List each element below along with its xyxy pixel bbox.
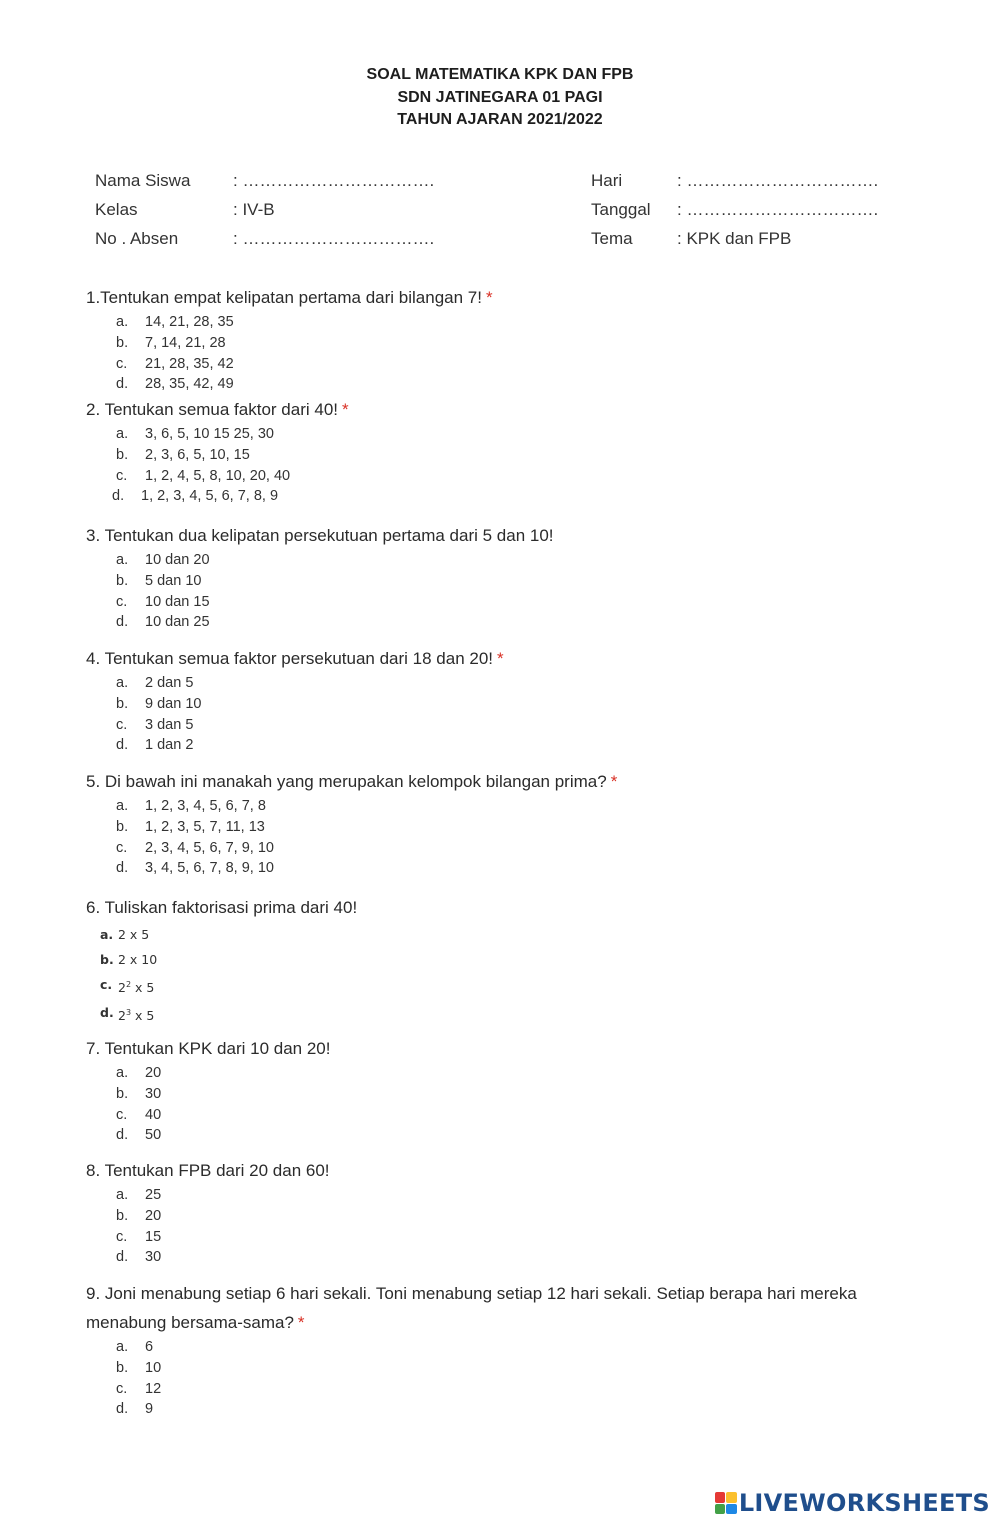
option-c[interactable] <box>86 1379 926 1400</box>
option-text: 5 dan 10 <box>145 572 202 589</box>
option-text: 7, 14, 21, 28 <box>145 334 226 351</box>
option-text: 15 <box>145 1228 162 1245</box>
option-text: 6 <box>145 1339 154 1355</box>
option-c[interactable] <box>86 1227 926 1248</box>
option-letter: d. <box>116 860 129 877</box>
required-mark: * <box>497 649 504 668</box>
option-a[interactable] <box>86 796 926 817</box>
option-b[interactable] <box>86 694 926 715</box>
option-a[interactable] <box>86 424 926 445</box>
option-letter: c. <box>116 1228 128 1245</box>
option-text: 20 <box>145 1065 162 1081</box>
option-letter: d. <box>116 614 129 631</box>
option-text: 50 <box>145 1127 162 1144</box>
option-base: 2 <box>118 1008 126 1024</box>
question-8 <box>86 1156 926 1268</box>
option-d[interactable] <box>86 1125 926 1146</box>
answer-options <box>86 796 926 879</box>
option-base: 2 <box>118 980 126 996</box>
option-letter: a. <box>116 1339 129 1355</box>
option-letter: a. <box>116 798 129 814</box>
option-letter: a. <box>116 675 129 691</box>
name-label: Nama Siswa <box>95 171 191 190</box>
required-mark: * <box>297 1313 305 1332</box>
answer-options <box>86 312 926 395</box>
option-letter: d. <box>116 376 129 393</box>
name-field[interactable]: : ……………………………. <box>233 171 435 190</box>
required-mark: * <box>342 400 349 419</box>
question-9 <box>86 1279 926 1420</box>
option-a[interactable] <box>86 312 926 333</box>
option-letter: b. <box>116 1085 129 1102</box>
question-text: 4. Tentukan semua faktor persekutuan dari 18 dan 20! <box>86 649 494 668</box>
option-c[interactable] <box>86 466 926 487</box>
day-label: Hari <box>591 171 623 190</box>
question-1 <box>86 283 926 395</box>
option-d[interactable] <box>86 735 926 756</box>
option-b[interactable] <box>86 1358 926 1379</box>
option-b[interactable] <box>86 445 926 466</box>
option-text: 12 <box>145 1380 162 1397</box>
option-letter: c. <box>116 1380 128 1397</box>
answer-options <box>86 550 926 633</box>
option-exponent: 2 <box>125 980 132 989</box>
option-text: 1, 2, 3, 5, 7, 11, 13 <box>145 818 265 835</box>
option-letter: b. <box>116 334 129 351</box>
option-text: 2 x 5 <box>118 927 150 942</box>
option-b[interactable] <box>86 571 926 592</box>
option-letter: b. <box>116 818 129 835</box>
required-mark: * <box>485 288 493 307</box>
date-field[interactable]: : ……………………………. <box>677 200 879 219</box>
option-letter: a. <box>116 552 129 568</box>
question-text: 5. Di bawah ini manakah yang merupakan kelompok bilangan prima? <box>86 772 607 791</box>
class-value: : IV-B <box>233 200 275 219</box>
option-d[interactable] <box>86 1399 926 1420</box>
question-text: 2. Tentukan semua faktor dari 40! <box>86 400 339 419</box>
option-exponent: 3 <box>125 1008 132 1018</box>
question-5 <box>86 767 926 879</box>
option-text: 10 <box>145 1359 162 1376</box>
question-text: 1.Tentukan empat kelipatan pertama dari bilangan 7! <box>86 288 482 307</box>
option-text: 21, 28, 35, 42 <box>145 355 234 372</box>
option-letter: d. <box>116 1401 129 1418</box>
header-school: SDN JATINEGARA 01 PAGI <box>397 88 603 106</box>
option-a[interactable] <box>86 550 926 571</box>
option-d[interactable] <box>86 1000 926 1028</box>
question-text: 9. Joni menabung setiap 6 hari sekali. Toni menabung setiap 12 hari sekali. Setiap berapa hari mereka menabung bersama-sama? <box>86 1284 857 1332</box>
question-6 <box>86 893 926 1028</box>
option-a[interactable] <box>86 1063 926 1084</box>
option-letter: c. <box>116 839 128 856</box>
option-text: 10 dan 20 <box>145 552 210 568</box>
worksheet-header <box>0 64 1000 132</box>
question-text: 7. Tentukan KPK dari 10 dan 20! <box>86 1039 331 1058</box>
option-letter: a. <box>116 1187 129 1203</box>
day-field[interactable]: : ……………………………. <box>677 171 879 190</box>
option-text: 1, 2, 3, 4, 5, 6, 7, 8, 9 <box>141 488 279 505</box>
option-text: 2, 3, 6, 5, 10, 15 <box>145 446 250 463</box>
date-label: Tanggal <box>591 200 651 219</box>
theme-value: : KPK dan FPB <box>677 229 792 248</box>
question-text: 3. Tentukan dua kelipatan persekutuan pertama dari 5 dan 10! <box>86 526 554 545</box>
option-text: 3, 6, 5, 10 15 25, 30 <box>145 426 274 442</box>
option-letter: b. <box>116 695 129 712</box>
option-a[interactable] <box>86 673 926 694</box>
liveworksheets-logo-icon <box>715 1492 737 1514</box>
option-a[interactable] <box>86 1185 926 1206</box>
option-text: 2, 3, 4, 5, 6, 7, 9, 10 <box>145 839 274 856</box>
option-d[interactable] <box>86 858 926 879</box>
option-letter: a. <box>116 314 129 330</box>
option-letter: d. <box>112 488 125 505</box>
option-d[interactable] <box>86 612 926 633</box>
option-letter: d. <box>116 1249 129 1266</box>
option-text: 2 x 10 <box>118 952 158 967</box>
option-text: 30 <box>145 1249 162 1266</box>
question-4 <box>86 644 926 756</box>
option-letter: b. <box>116 572 129 589</box>
option-letter: b. <box>116 1359 129 1376</box>
option-letter: c. <box>100 977 113 992</box>
option-b[interactable] <box>86 817 926 838</box>
option-letter: a. <box>116 1065 129 1081</box>
option-text: 20 <box>145 1207 162 1224</box>
option-text: 9 dan 10 <box>145 695 202 712</box>
answer-options <box>86 1063 926 1146</box>
liveworksheets-brand[interactable] <box>715 1489 990 1517</box>
option-text: 3, 4, 5, 6, 7, 8, 9, 10 <box>145 860 274 877</box>
answer-options <box>86 673 926 756</box>
header-title: SOAL MATEMATIKA KPK DAN FPB <box>366 66 634 83</box>
answer-options <box>86 1337 926 1420</box>
theme-label: Tema <box>591 229 633 248</box>
absen-field[interactable]: : ……………………………. <box>233 229 435 248</box>
option-text: 1 dan 2 <box>145 737 194 754</box>
option-letter: d. <box>116 1127 129 1144</box>
option-text: 28, 35, 42, 49 <box>145 376 234 393</box>
option-text: 30 <box>145 1085 162 1102</box>
option-c[interactable] <box>86 354 926 375</box>
option-text: 9 <box>145 1401 154 1418</box>
required-mark: * <box>610 772 618 791</box>
header-year: TAHUN AJARAN 2021/2022 <box>397 111 603 128</box>
question-text: 8. Tentukan FPB dari 20 dan 60! <box>86 1161 330 1180</box>
option-c[interactable] <box>86 1105 926 1126</box>
option-a[interactable] <box>86 922 926 947</box>
option-b[interactable] <box>86 947 926 972</box>
question-3 <box>86 521 926 633</box>
option-letter: c. <box>116 1106 128 1123</box>
option-text: 10 dan 25 <box>145 614 210 631</box>
option-text: 40 <box>145 1106 162 1123</box>
option-b[interactable] <box>86 1084 926 1105</box>
option-letter: d. <box>100 1005 114 1021</box>
question-2 <box>86 395 926 507</box>
option-letter: b. <box>116 446 129 463</box>
option-letter: d. <box>116 737 129 754</box>
answer-options <box>86 1185 926 1268</box>
option-letter: c. <box>116 467 128 484</box>
option-text: 25 <box>145 1187 162 1203</box>
option-d[interactable] <box>86 374 926 395</box>
option-c[interactable] <box>86 715 926 736</box>
option-text: 10 dan 15 <box>145 593 210 610</box>
option-text: 1, 2, 4, 5, 8, 10, 20, 40 <box>145 467 291 484</box>
option-c[interactable] <box>86 972 926 1000</box>
option-letter: c. <box>116 355 128 372</box>
absen-label: No . Absen <box>95 229 179 248</box>
option-a[interactable] <box>86 1337 926 1358</box>
brand-name: LIVEWORKSHEETS <box>738 1489 990 1517</box>
option-c[interactable] <box>86 838 926 859</box>
class-label: Kelas <box>95 200 138 219</box>
option-letter: b. <box>100 952 114 967</box>
option-rest: x 5 <box>131 980 155 996</box>
answer-options <box>86 922 926 1028</box>
option-text: 14, 21, 28, 35 <box>145 314 234 330</box>
option-text: 1, 2, 3, 4, 5, 6, 7, 8 <box>145 798 266 814</box>
answer-options <box>86 424 926 507</box>
option-letter: c. <box>116 716 128 733</box>
option-c[interactable] <box>86 592 926 613</box>
question-text: 6. Tuliskan faktorisasi prima dari 40! <box>86 898 358 917</box>
option-d[interactable] <box>86 1247 926 1268</box>
option-letter: b. <box>116 1207 129 1224</box>
option-b[interactable] <box>86 333 926 354</box>
option-rest: x 5 <box>131 1008 155 1024</box>
option-d[interactable] <box>86 486 926 507</box>
student-info-right <box>591 171 911 261</box>
question-7 <box>86 1034 926 1146</box>
option-letter: c. <box>116 593 128 610</box>
option-letter: a. <box>100 927 114 942</box>
option-text: 3 dan 5 <box>145 716 194 733</box>
student-info-left <box>95 171 495 261</box>
option-letter: a. <box>116 426 129 442</box>
option-b[interactable] <box>86 1206 926 1227</box>
option-text: 2 dan 5 <box>145 675 194 691</box>
